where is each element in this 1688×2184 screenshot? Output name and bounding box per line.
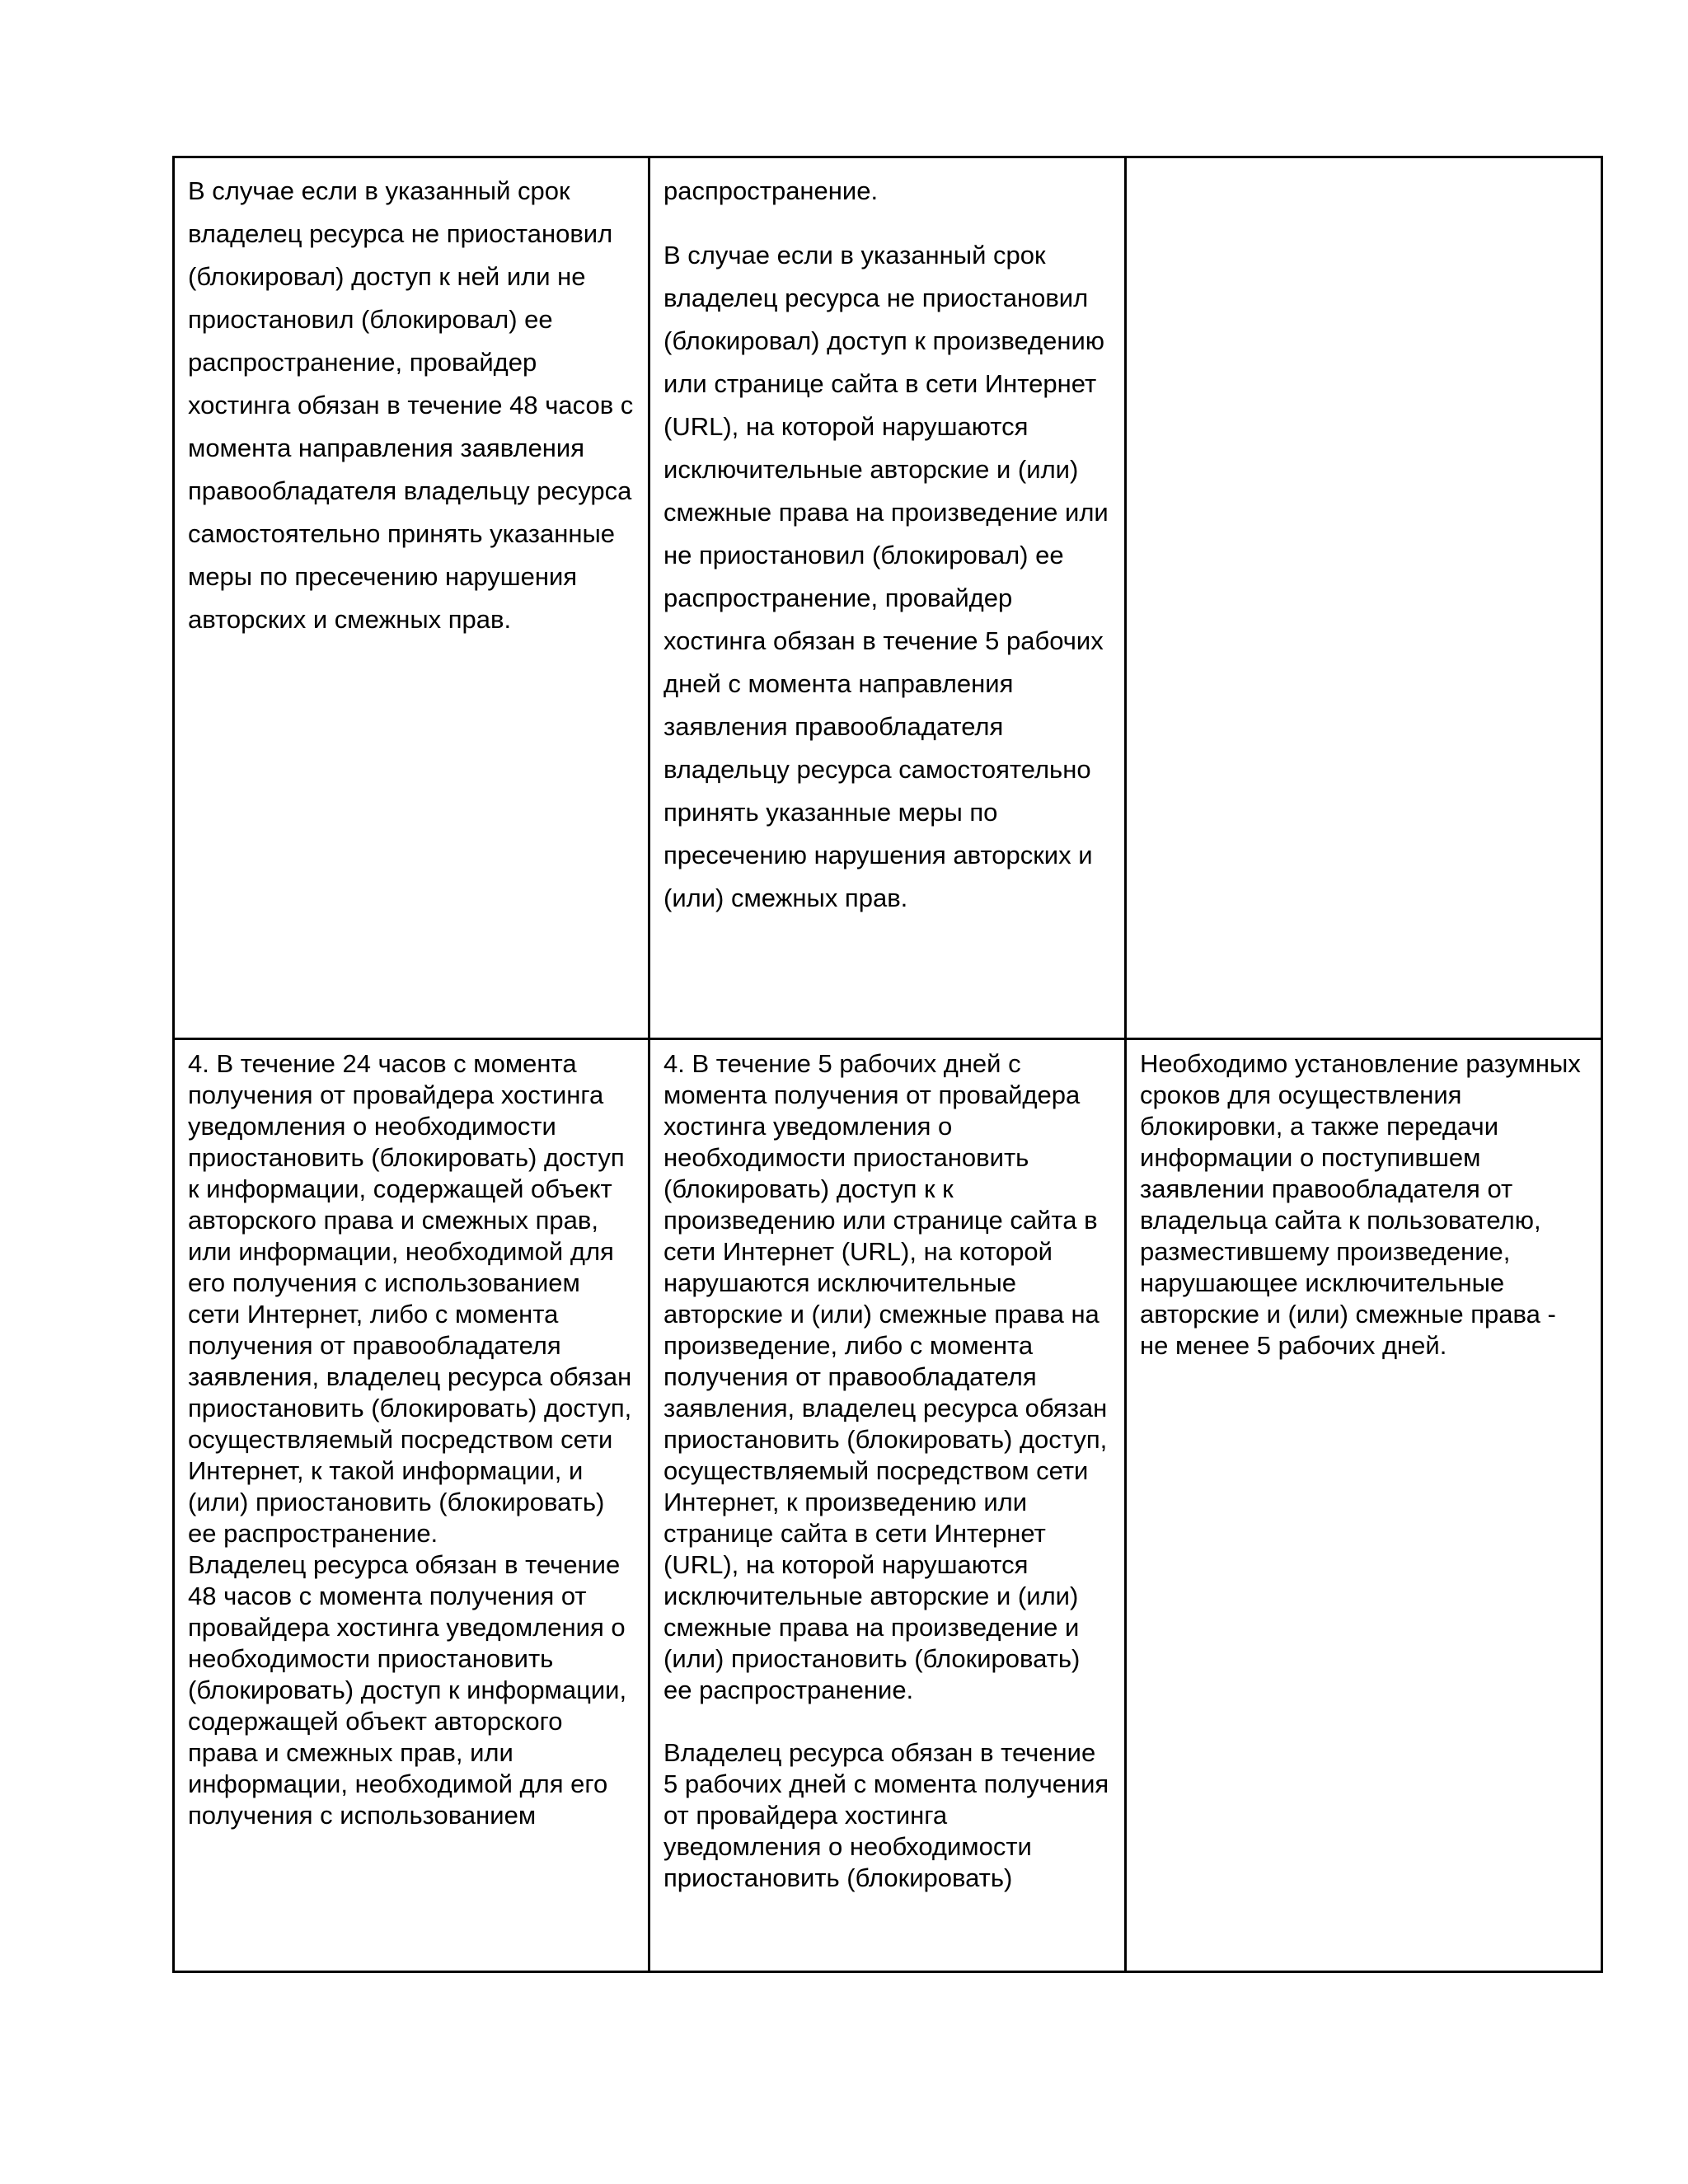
table-cell-row1-col2 [649,157,1126,1039]
table-cell-row2-col2 [649,1039,1126,1972]
cell-paragraph: Необходимо установление разумных сроков для осуществления блокировки, а также передачи информации о поступившем заявлении правообладателя от владельца сайта к пользователю, разместившему произведение, нарушающее исключительные авторские и (или) смежные права - не менее 5 рабочих дней. [1140,1049,1581,1360]
table-cell-row2-col1 [174,1039,649,1972]
cell-paragraph: Владелец ресурса обязан в течение 5 рабочих дней с момента получения от провайдера хостинга уведомления о необходимости приостановить (блокировать) [663,1738,1109,1892]
table-cell-row1-col3 [1126,157,1602,1039]
table-cell-row2-col3 [1126,1039,1602,1972]
cell-paragraph: 4. В течение 5 рабочих дней с момента получения от провайдера хостинга уведомления о необходимости приостановить (блокировать) доступ к к произведению или странице сайта в сети Интернет (URL), на которой нарушаются исключительные авторские и (или) смежные права на произведение, либо с момента получения от правообладателя заявления, владелец ресурса обязан приостановить (блокировать) доступ, осуществляемый посредством сети Интернет, к произведению или странице сайта в сети Интернет (URL), на которой нарушаются исключительные авторские и (или) смежные права на произведение и (или) приостановить (блокировать) ее распространение. [663,1049,1108,1704]
cell-paragraph: В случае если в указанный срок владелец ресурса не приостановил (блокировал) доступ к произведению или странице сайта в сети Интернет (URL), на которой нарушаются исключительные авторские и (или) смежные права на произведение или не приостановил (блокировал) ее распространение, провайдер хостинга обязан в течение 5 рабочих дней с момента направления заявления правообладателя владельцу ресурса самостоятельно принять указанные меры по пресечению нарушения авторских и (или) смежных прав. [663,241,1109,912]
table-cell-row1-col1 [174,157,649,1039]
comparison-table [172,156,1603,1973]
table-row [174,157,1602,1039]
cell-paragraph: 4. В течение 24 часов с момента получения от провайдера хостинга уведомления о необходимости приостановить (блокировать) доступ к информации, содержащей объект авторского права и смежных прав, или информации, необходимой для его получения с использованием сети Интернет, либо с момента получения от правообладателя заявления, владелец ресурса обязан приостановить (блокировать) доступ, осуществляемый посредством сети Интернет, к такой информации, и (или) приостановить (блокировать) ее распространение. [188,1049,632,1548]
cell-paragraph: Владелец ресурса обязан в течение 48 часов с момента получения от провайдера хостинга уведомления о необходимости приостановить (блокировать) доступ к информации, содержащей объект авторского права и смежных прав, или информации, необходимой для его получения с использованием [188,1550,627,1830]
cell-paragraph: распространение. [663,176,879,205]
cell-paragraph: В случае если в указанный срок владелец ресурса не приостановил (блокировал) доступ к ней или не приостановил (блокировал) ее распространение, провайдер хостинга обязан в течение 48 часов с момента направления заявления правообладателя владельцу ресурса самостоятельно принять указанные меры по пресечению нарушения авторских и смежных прав. [188,176,634,634]
table-row [174,1039,1602,1972]
